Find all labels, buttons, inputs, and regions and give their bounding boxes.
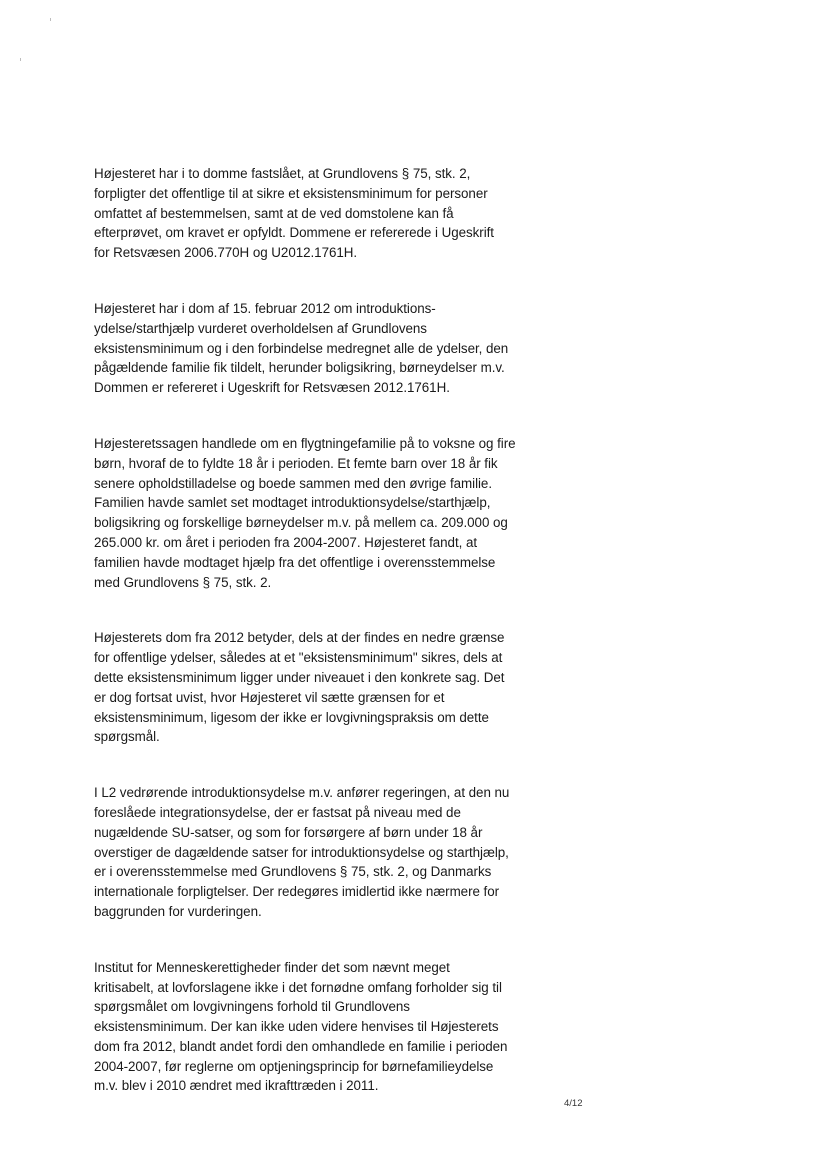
paragraph-line: overstiger de dagældende satser for introduktionsydelse og starthjælp,: [94, 844, 509, 860]
paragraph-line: eksistensminimum, ligesom der ikke er lovgivningspraksis om dette: [94, 709, 489, 725]
paragraph-line: pågældende familie fik tildelt, herunder boligsikring, børneydelser m.v.: [94, 360, 505, 376]
paragraph-line: for Retsvæsen 2006.770H og U2012.1761H.: [94, 245, 358, 261]
paragraph-line: foreslåede integrationsydelse, der er fastsat på niveau med de: [94, 804, 461, 820]
page-number: 4/12: [564, 1098, 583, 1109]
paragraph-line: baggrunden for vurderingen.: [94, 903, 262, 919]
paragraph-line: børn, hvoraf de to fyldte 18 år i perioden. Et femte barn over 18 år fik: [94, 455, 498, 471]
paragraph-line: spørgsmålet om lovgivningens forhold til Grundlovens: [94, 999, 410, 1015]
paragraph-line: omfattet af bestemmelsen, samt at de ved domstolene kan få: [94, 205, 454, 221]
paragraph-line: er i overensstemmelse med Grundlovens § 75, stk. 2, og Danmarks: [94, 864, 492, 880]
paragraph-line: senere opholdstilladelse og boede sammen med den øvrige familie.: [94, 475, 493, 491]
paragraph-line: m.v. blev i 2010 ændret med ikrafttræden i 2011.: [94, 1078, 379, 1094]
paragraph-line: for offentlige ydelser, således at et "eksistensminimum" sikres, dels at: [94, 650, 503, 666]
scan-artifact: [20, 58, 21, 61]
paragraph: [94, 164, 570, 263]
paragraph: [94, 783, 570, 922]
paragraph-line: internationale forpligtelser. Der redegøres imidlertid ikke nærmere for: [94, 884, 500, 900]
paragraph-line: I L2 vedrørende introduktionsydelse m.v. anfører regeringen, at den nu: [94, 785, 510, 801]
paragraph-line: kritisabelt, at lovforslagene ikke i det fornødne omfang forholder sig til: [94, 979, 502, 995]
paragraph: [94, 434, 570, 592]
paragraph-line: familien havde modtaget hjælp fra det offentlige i overensstemmelse: [94, 554, 496, 570]
paragraph-line: Højesteret har i to domme fastslået, at Grundlovens § 75, stk. 2,: [94, 166, 471, 181]
document-body: [94, 164, 570, 1132]
paragraph-line: Højesteret har i dom af 15. februar 2012 om introduktions-: [94, 300, 436, 316]
paragraph-line: Højesterets dom fra 2012 betyder, dels at der findes en nedre grænse: [94, 630, 505, 646]
paragraph: [94, 628, 570, 747]
paragraph-line: eksistensminimum og i den forbindelse medregnet alle de ydelser, den: [94, 340, 509, 356]
paragraph-line: er dog fortsat uvist, hvor Højesteret vil sætte grænsen for et: [94, 689, 445, 705]
paragraph-line: med Grundlovens § 75, stk. 2.: [94, 574, 272, 590]
paragraph-line: eksistensminimum. Der kan ikke uden videre henvises til Højesterets: [94, 1019, 499, 1035]
paragraph-line: Højesteretssagen handlede om en flygtningefamilie på to voksne og fire: [94, 435, 516, 451]
scan-artifact: [50, 18, 51, 21]
paragraph-line: 265.000 kr. om året i perioden fra 2004-2007. Højesteret fandt, at: [94, 534, 478, 550]
paragraph-line: forpligter det offentlige til at sikre et eksistensminimum for personer: [94, 185, 488, 201]
paragraph-line: dom fra 2012, blandt andet fordi den omhandlede en familie i perioden: [94, 1038, 508, 1054]
paragraph-line: dette eksistensminimum ligger under niveauet i den konkrete sag. Det: [94, 669, 505, 685]
paragraph: [94, 958, 570, 1097]
paragraph-line: Dommen er refereret i Ugeskrift for Retsvæsen 2012.1761H.: [94, 380, 450, 396]
paragraph-line: ydelse/starthjælp vurderet overholdelsen af Grundlovens: [94, 320, 427, 336]
paragraph: [94, 299, 570, 398]
paragraph-line: 2004-2007, før reglerne om optjeningsprincip for børnefamilieydelse: [94, 1058, 494, 1074]
paragraph-line: efterprøvet, om kravet er opfyldt. Dommene er refererede i Ugeskrift: [94, 225, 494, 241]
paragraph-line: boligsikring og forskellige børneydelser m.v. på mellem ca. 209.000 og: [94, 515, 508, 531]
paragraph-line: nugældende SU-satser, og som for forsørgere af børn under 18 år: [94, 824, 483, 840]
paragraph-line: Institut for Menneskerettigheder finder det som nævnt meget: [94, 959, 450, 975]
paragraph-line: Familien havde samlet set modtaget introduktionsydelse/starthjælp,: [94, 495, 491, 511]
paragraph-line: spørgsmål.: [94, 729, 160, 745]
